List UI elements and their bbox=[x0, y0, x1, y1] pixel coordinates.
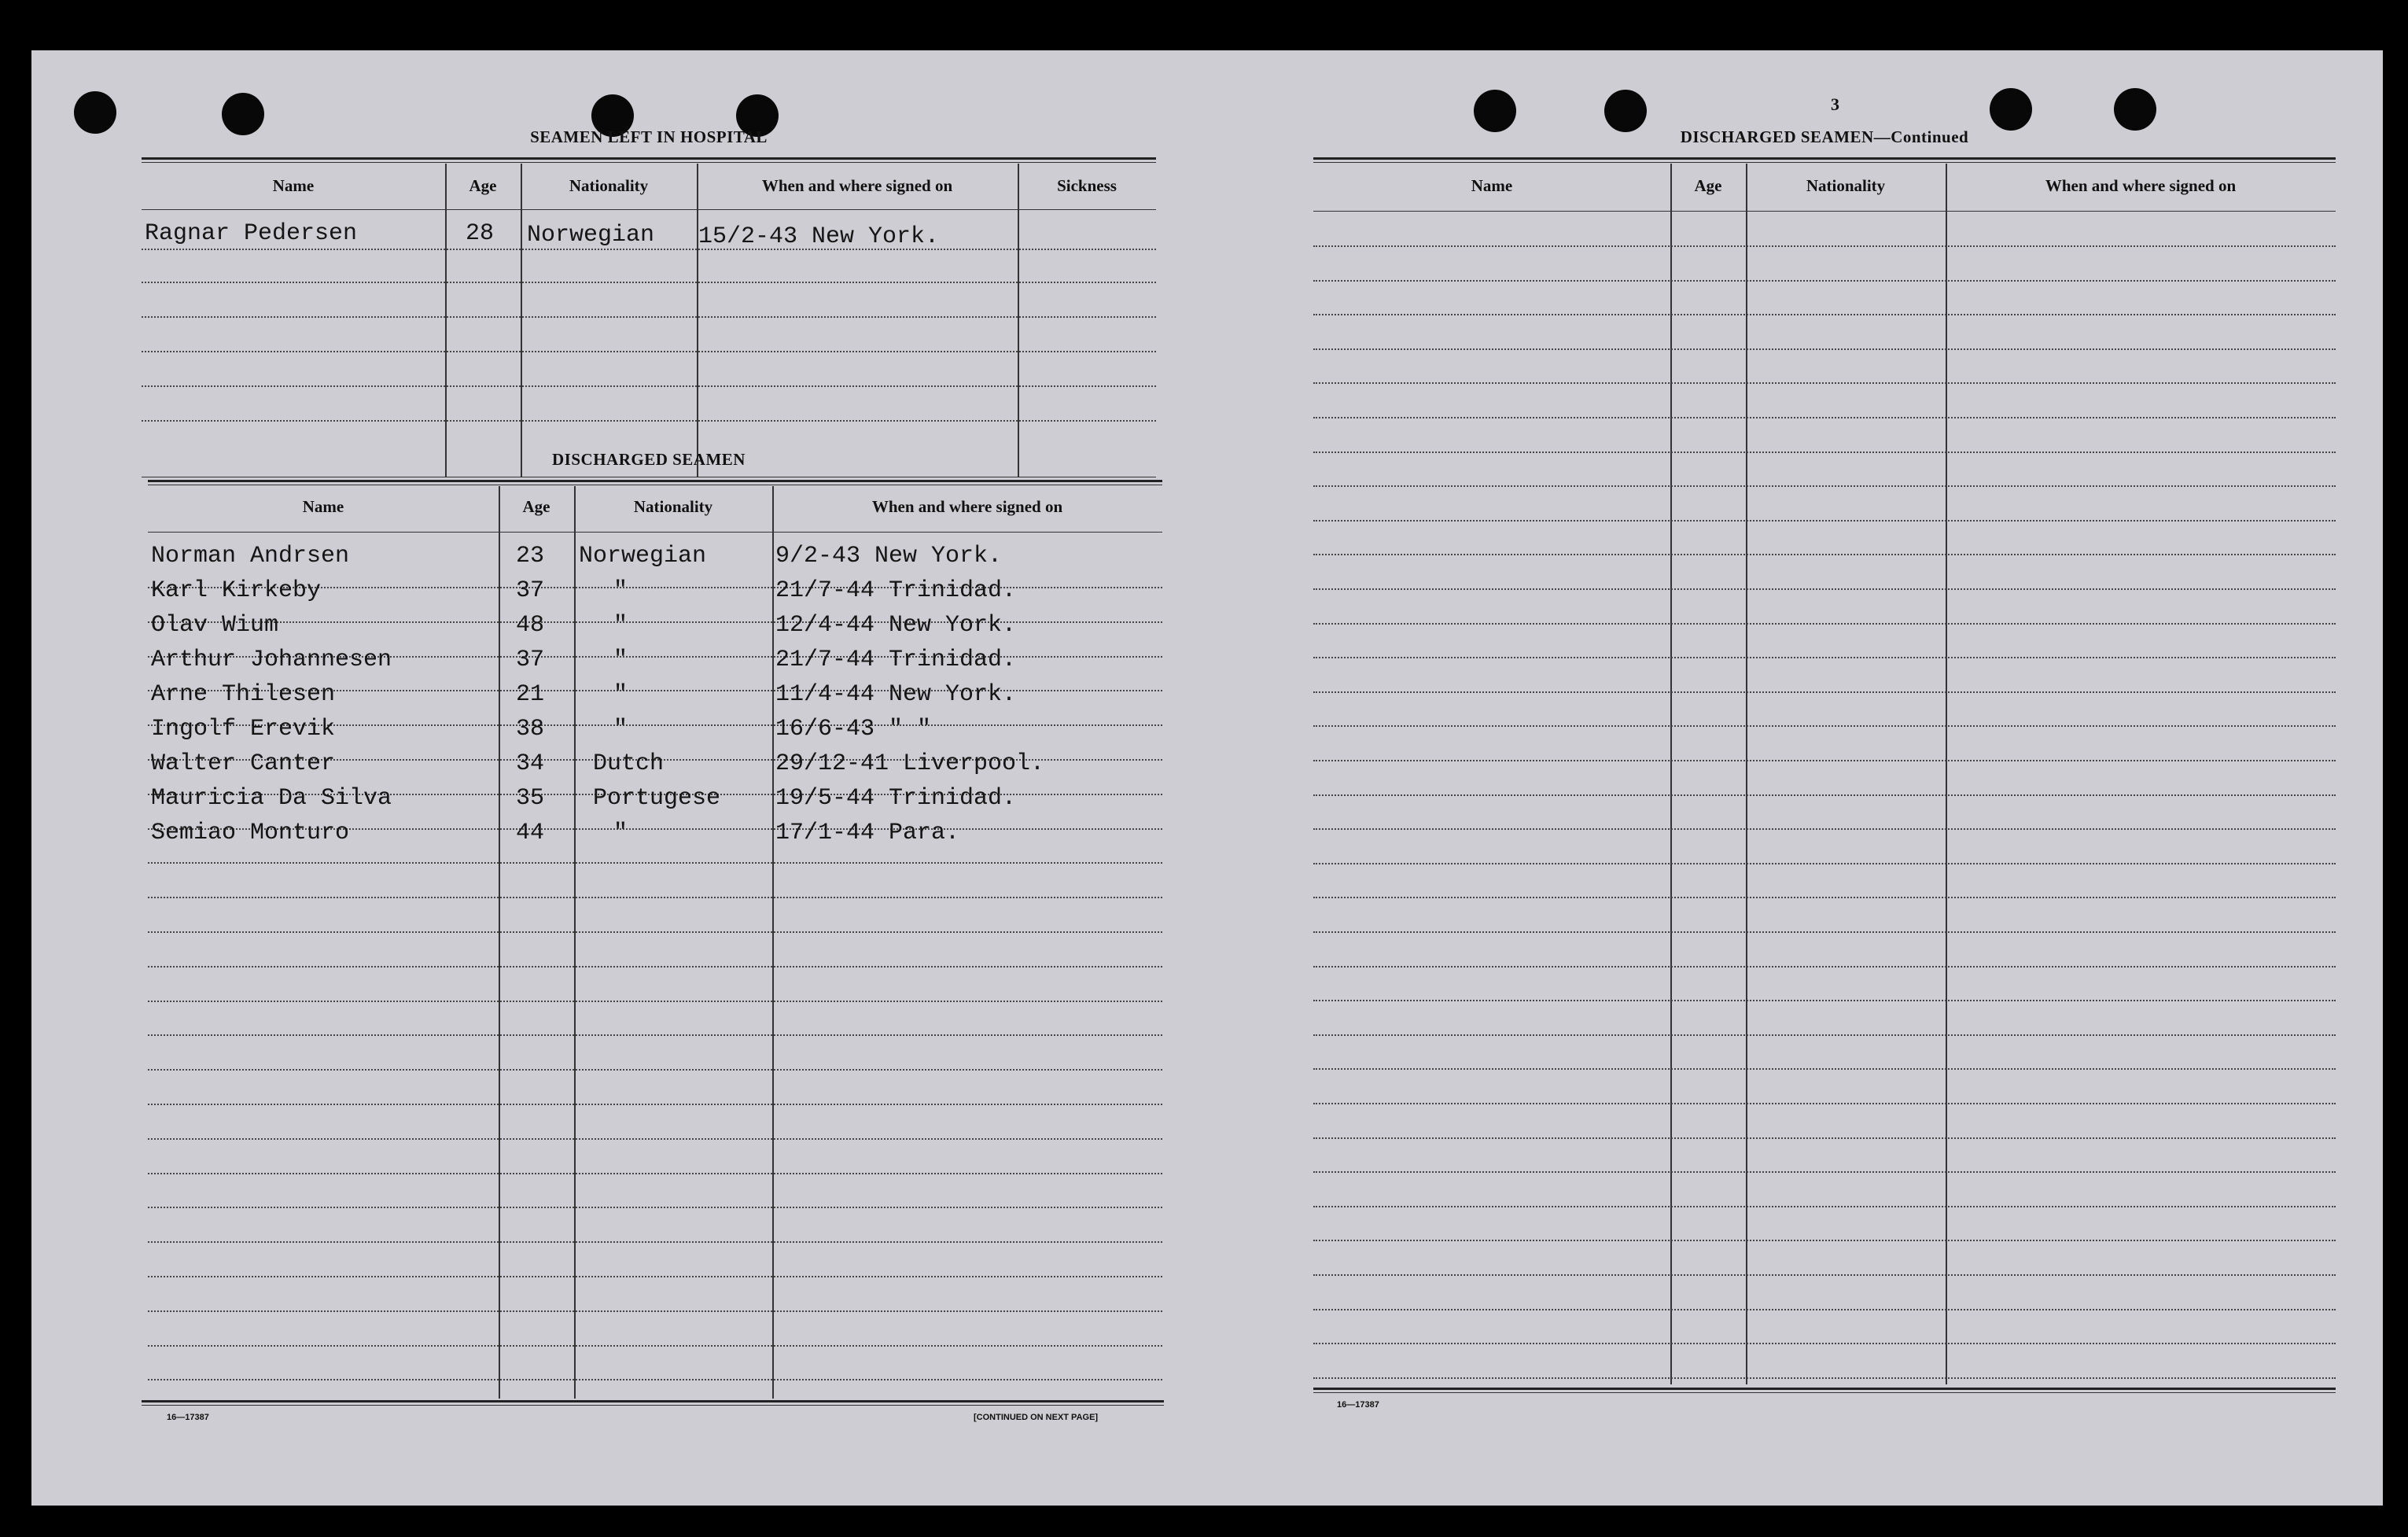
continued-row-line bbox=[1313, 966, 2336, 968]
continued-row-line bbox=[1313, 1274, 2336, 1276]
discharged-row-age: 34 bbox=[516, 750, 545, 777]
form-number-left: 16—17387 bbox=[167, 1413, 209, 1422]
discharged-row-line bbox=[148, 1001, 1162, 1002]
discharged-row-line bbox=[148, 862, 1162, 864]
discharged-row-line bbox=[148, 1207, 1162, 1208]
hospital-row-line bbox=[142, 385, 1156, 387]
hospital-col-divider bbox=[445, 164, 447, 477]
continued-row-line bbox=[1313, 657, 2336, 658]
continued-row-line bbox=[1313, 554, 2336, 555]
page-number: 3 bbox=[1831, 94, 1839, 114]
discharged-row-nationality: " bbox=[613, 820, 628, 846]
discharged-row-nationality: Dutch bbox=[593, 750, 665, 777]
discharged-row-line bbox=[148, 1173, 1162, 1174]
continued-row-line bbox=[1313, 314, 2336, 315]
discharged-row-age: 35 bbox=[516, 785, 545, 812]
discharged-header-name: Name bbox=[302, 497, 344, 516]
hospital-top-rule bbox=[142, 162, 1156, 163]
discharged-row-name: Mauricia Da Silva bbox=[151, 785, 392, 812]
discharged-bottom-rule bbox=[142, 1400, 1164, 1402]
continued-bottom-rule bbox=[1313, 1392, 2336, 1393]
discharged-row-age: 38 bbox=[516, 716, 545, 743]
continued-row-line bbox=[1313, 1343, 2336, 1344]
continued-row-line bbox=[1313, 1309, 2336, 1310]
continued-row-line bbox=[1313, 1103, 2336, 1104]
discharged-row-line bbox=[148, 1345, 1162, 1347]
continued-row-line bbox=[1313, 1171, 2336, 1173]
discharged-row-nationality: " bbox=[613, 681, 628, 708]
continued-col-divider bbox=[1946, 164, 1947, 1384]
discharged-top-rule bbox=[148, 480, 1162, 482]
discharged-row-age: 23 bbox=[516, 543, 545, 569]
continued-row-line bbox=[1313, 897, 2336, 898]
punch-hole bbox=[74, 91, 116, 134]
continued-row-line bbox=[1313, 245, 2336, 247]
discharged-row-nationality: Portugese bbox=[593, 785, 721, 812]
hospital-row-name: Ragnar Pedersen bbox=[145, 220, 358, 247]
continued-row-line bbox=[1313, 623, 2336, 625]
continued-title-suffix: —Continued bbox=[1873, 127, 1969, 146]
discharged-row-signed: 29/12-41 Liverpool. bbox=[775, 750, 1045, 777]
continued-note: [CONTINUED ON NEXT PAGE] bbox=[974, 1413, 1099, 1422]
discharged-row-age: 21 bbox=[516, 681, 545, 708]
hospital-section-title: SEAMEN LEFT IN HOSPITAL bbox=[530, 127, 768, 146]
continued-row-line bbox=[1313, 1068, 2336, 1070]
continued-header-age: Age bbox=[1694, 176, 1722, 195]
continued-top-rule bbox=[1313, 157, 2336, 160]
continued-section-title bbox=[1313, 127, 2336, 147]
hospital-row-line bbox=[142, 249, 1156, 250]
continued-row-line bbox=[1313, 1240, 2336, 1241]
continued-row-line bbox=[1313, 931, 2336, 933]
discharged-section-title: DISCHARGED SEAMEN bbox=[552, 450, 746, 469]
discharged-row-signed: 21/7-44 Trinidad. bbox=[775, 647, 1017, 673]
discharged-row-name: Semiao Monturo bbox=[151, 820, 350, 846]
hospital-row-line bbox=[142, 351, 1156, 352]
discharged-row-age: 44 bbox=[516, 820, 545, 846]
hospital-header-sickness: Sickness bbox=[1057, 176, 1117, 195]
discharged-row-line bbox=[148, 1138, 1162, 1140]
discharged-row-nationality: " bbox=[613, 647, 628, 673]
hospital-header-nationality: Nationality bbox=[569, 176, 649, 195]
continued-header-signed: When and where signed on bbox=[2045, 176, 2237, 195]
discharged-header-age: Age bbox=[522, 497, 550, 516]
hospital-row-line bbox=[142, 282, 1156, 283]
continued-row-line bbox=[1313, 828, 2336, 830]
hospital-row-age: 28 bbox=[466, 220, 495, 247]
continued-col-divider bbox=[1746, 164, 1747, 1384]
discharged-row-age: 37 bbox=[516, 577, 545, 604]
discharged-row-name: Walter Canter bbox=[151, 750, 336, 777]
punch-hole bbox=[1474, 90, 1516, 132]
continued-col-divider bbox=[1670, 164, 1672, 1384]
continued-row-line bbox=[1313, 452, 2336, 453]
discharged-row-signed: 9/2-43 New York. bbox=[775, 543, 1003, 569]
continued-header-name: Name bbox=[1471, 176, 1513, 195]
discharged-row-name: Arne Thilesen bbox=[151, 681, 336, 708]
discharged-row-name: Norman Andrsen bbox=[151, 543, 350, 569]
hospital-col-divider bbox=[521, 164, 522, 477]
continued-row-line bbox=[1313, 794, 2336, 796]
discharged-row-nationality: " bbox=[613, 716, 628, 743]
discharged-row-line bbox=[148, 1069, 1162, 1071]
continued-title-main: DISCHARGED SEAMEN bbox=[1680, 127, 1874, 146]
discharged-row-name: Arthur Johannesen bbox=[151, 647, 392, 673]
discharged-row-name: Karl Kirkeby bbox=[151, 577, 322, 604]
discharged-bottom-rule bbox=[142, 1405, 1164, 1406]
discharged-row-line bbox=[148, 1310, 1162, 1312]
punch-hole bbox=[1990, 88, 2032, 131]
form-number-right: 16—17387 bbox=[1337, 1400, 1379, 1410]
discharged-row-signed: 19/5-44 Trinidad. bbox=[775, 785, 1017, 812]
discharged-row-line bbox=[148, 1379, 1162, 1380]
hospital-top-rule bbox=[142, 157, 1156, 160]
continued-row-line bbox=[1313, 863, 2336, 864]
discharged-header-nationality: Nationality bbox=[633, 497, 713, 516]
continued-row-line bbox=[1313, 588, 2336, 590]
discharged-row-line bbox=[148, 1034, 1162, 1036]
discharged-row-name: Ingolf Erevik bbox=[151, 716, 336, 743]
punch-hole bbox=[1604, 90, 1647, 132]
discharged-row-signed: 16/6-43 " " bbox=[775, 716, 932, 743]
hospital-col-divider bbox=[1018, 164, 1019, 477]
continued-row-line bbox=[1313, 417, 2336, 418]
continued-row-line bbox=[1313, 691, 2336, 693]
continued-row-line bbox=[1313, 1206, 2336, 1207]
continued-row-line bbox=[1313, 485, 2336, 487]
discharged-row-nationality: " bbox=[613, 612, 628, 639]
discharged-header-rule bbox=[148, 532, 1162, 533]
hospital-row-signed: 15/2-43 New York. bbox=[698, 223, 940, 250]
discharged-col-divider bbox=[772, 486, 774, 1399]
continued-row-line bbox=[1313, 348, 2336, 350]
document-sheet bbox=[31, 50, 2383, 1506]
continued-header-rule bbox=[1313, 211, 2336, 212]
continued-row-line bbox=[1313, 1000, 2336, 1001]
continued-row-line bbox=[1313, 1377, 2336, 1379]
discharged-row-line bbox=[148, 1276, 1162, 1277]
hospital-row-line bbox=[142, 420, 1156, 422]
discharged-row-signed: 21/7-44 Trinidad. bbox=[775, 577, 1017, 604]
discharged-row-signed: 17/1-44 Para. bbox=[775, 820, 960, 846]
discharged-row-nationality: " bbox=[613, 577, 628, 604]
continued-row-line bbox=[1313, 1137, 2336, 1139]
discharged-row-age: 48 bbox=[516, 612, 545, 639]
discharged-row-name: Olav Wium bbox=[151, 612, 279, 639]
discharged-row-signed: 12/4-44 New York. bbox=[775, 612, 1017, 639]
continued-row-line bbox=[1313, 725, 2336, 727]
continued-top-rule bbox=[1313, 162, 2336, 163]
continued-row-line bbox=[1313, 280, 2336, 282]
discharged-row-line bbox=[148, 897, 1162, 898]
discharged-row-line bbox=[148, 966, 1162, 968]
hospital-header-signed: When and where signed on bbox=[761, 176, 953, 195]
discharged-col-divider bbox=[574, 486, 576, 1399]
hospital-header-age: Age bbox=[469, 176, 497, 195]
continued-row-line bbox=[1313, 1034, 2336, 1036]
discharged-row-line bbox=[148, 1104, 1162, 1105]
discharged-header-signed: When and where signed on bbox=[871, 497, 1063, 516]
discharged-col-divider bbox=[499, 486, 500, 1399]
continued-row-line bbox=[1313, 760, 2336, 761]
continued-bottom-rule bbox=[1313, 1388, 2336, 1390]
hospital-header-name: Name bbox=[272, 176, 315, 195]
discharged-row-age: 37 bbox=[516, 647, 545, 673]
continued-row-line bbox=[1313, 382, 2336, 384]
discharged-row-signed: 11/4-44 New York. bbox=[775, 681, 1017, 708]
discharged-row-nationality: Norwegian bbox=[579, 543, 707, 569]
hospital-row-nationality: Norwegian bbox=[527, 222, 655, 249]
punch-hole bbox=[2114, 88, 2156, 131]
discharged-row-line bbox=[148, 1241, 1162, 1243]
continued-header-nationality: Nationality bbox=[1806, 176, 1886, 195]
discharged-row-line bbox=[148, 931, 1162, 933]
continued-row-line bbox=[1313, 520, 2336, 522]
hospital-header-rule bbox=[142, 209, 1156, 210]
hospital-row-line bbox=[142, 316, 1156, 318]
hospital-col-divider bbox=[697, 164, 698, 477]
